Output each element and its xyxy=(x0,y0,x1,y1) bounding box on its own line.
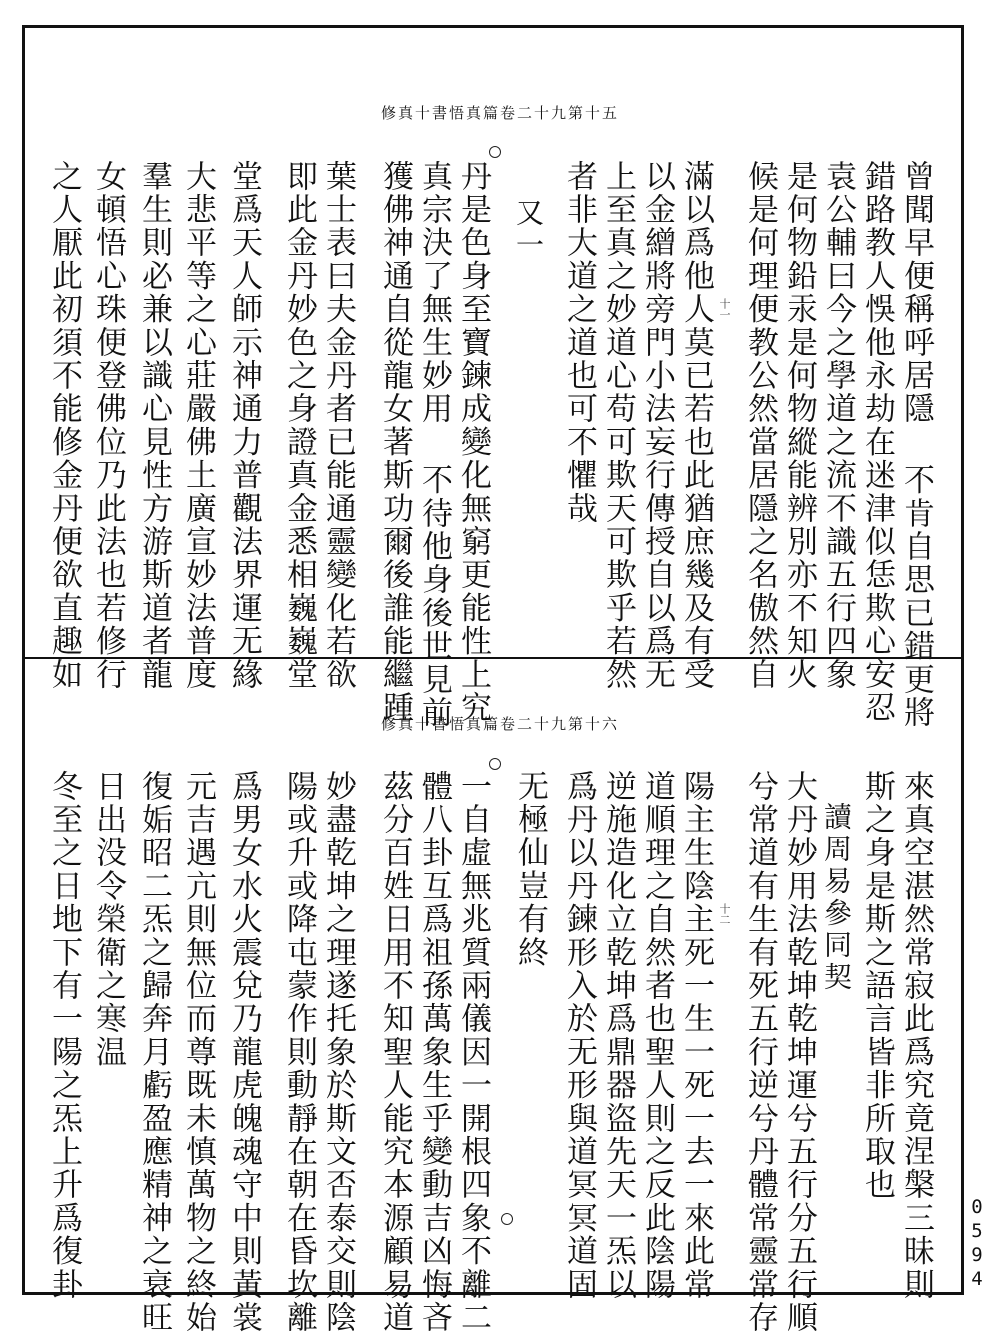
top-column: 丹是色身至寶鍊成變化無窮更能性上究 xyxy=(455,160,491,725)
top-column: 是何物鉛汞是何物縱能辨別亦不知火 xyxy=(781,160,817,692)
top-column: 大悲平等之心莊嚴佛土廣宣妙法普度 xyxy=(180,160,216,692)
bottom-column: 復姤昭二炁之歸奔月虧盈應精神之衰旺 xyxy=(136,770,172,1334)
bottom-page-header: 修真十書悟真篇卷二十九第十六 xyxy=(380,715,619,733)
top-column: 女頓悟心珠便登佛位乃此法也若修行 xyxy=(90,160,126,692)
top-column: 者非大道之道也可不懼哉 xyxy=(561,160,597,526)
section-marker-icon xyxy=(489,146,501,158)
top-column: 葉士表曰夫金丹者已能通靈變化若欲 xyxy=(320,160,356,692)
bottom-column: 斯之身是斯之語言皆非所取也 xyxy=(859,770,895,1202)
section-marker-icon xyxy=(501,1213,513,1225)
top-column: 袁公輔曰今之學道之流不識五行四象 xyxy=(820,160,856,692)
top-column: 以金繒將旁門小法妄行傳授自以爲无 xyxy=(639,160,675,692)
top-column: 曾聞早便稱呼居隱 不肯自思已錯更將 xyxy=(898,160,934,730)
top-column: 候是何理便教公然當居隱之名傲然自 xyxy=(742,160,778,692)
bottom-column: 陽主生陰主死一生一死一去一來此常 xyxy=(678,770,714,1302)
top-page-header: 修真十書悟真篇卷二十九第十五 xyxy=(380,104,619,122)
top-column: 滿以爲他人莫已若也此猶庶幾及有受 xyxy=(678,160,714,692)
bottom-column: 體八卦互爲祖孫萬象生乎變動吉凶悔吝 xyxy=(416,770,452,1334)
top-column: 真宗決了無生妙用 不待他身後世見前 xyxy=(416,160,452,730)
top-column: 堂爲天人師示神通力普觀法界運无緣 xyxy=(226,160,262,692)
bottom-section-heading: 讀周易參同契 xyxy=(820,802,853,994)
top-page-mark: 十一 xyxy=(718,298,731,320)
bottom-column: 兮常道有生有死五行逆兮丹體常靈常存 xyxy=(742,770,778,1334)
bottom-column: 元吉遇亢則無位而尊既未慎萬物之終始 xyxy=(180,770,216,1334)
bottom-column: 爲男女水火震兌乃龍虎魄魂守中則黃裳 xyxy=(226,770,262,1334)
bottom-column: 日出没令榮衛之寒温 xyxy=(90,770,126,1069)
top-column: 羣生則必兼以識心見性方游斯道者龍 xyxy=(136,160,172,692)
top-column: 即此金丹妙色之身證真金悉相巍巍堂 xyxy=(281,160,317,692)
bottom-column: 无極仙豈有終 xyxy=(512,770,548,970)
top-column: 上至真之妙道心苟可欺天可欺乎若然 xyxy=(600,160,636,692)
bottom-column: 逆施造化立乾坤爲鼎器盜先天一炁以 xyxy=(600,770,636,1302)
top-section-heading: 又一 xyxy=(512,198,545,262)
bottom-column: 道順理之自然者也聖人則之反此陰陽 xyxy=(639,770,675,1302)
bottom-column: 陽或升或降屯蒙作則動靜在朝在昏坎離 xyxy=(281,770,317,1334)
top-column: 之人厭此初須不能修金丹便欲直趣如 xyxy=(46,160,82,692)
bottom-column: 妙盡乾坤之理遂托象於斯文否泰交則陰 xyxy=(320,770,356,1334)
side-page-number: 0594 xyxy=(966,1196,988,1292)
bottom-column: 茲分百姓日用不知聖人能究本源顧易道 xyxy=(377,770,413,1334)
bottom-column: 大丹妙用法乾坤乾坤運兮五行分五行順 xyxy=(781,770,817,1334)
bottom-column: 來真空湛然常寂此爲究竟涅槃三昧則 xyxy=(898,770,934,1302)
bottom-page-mark: 十二 xyxy=(718,903,731,925)
top-column: 錯路教人悞他永劫在迷津似恁欺心安忍 xyxy=(859,160,895,725)
bottom-column: 爲丹以丹鍊形入於无形與道冥冥道固 xyxy=(561,770,597,1302)
section-marker-icon xyxy=(489,758,501,770)
top-column: 獲佛神通自從龍女著斯功爾後誰能繼踵 xyxy=(377,160,413,725)
bottom-column: 一自虛無兆質兩儀因一開根四象不離二 xyxy=(455,770,491,1334)
bottom-column: 冬至之日地下有一陽之炁上升爲復卦 xyxy=(46,770,82,1302)
